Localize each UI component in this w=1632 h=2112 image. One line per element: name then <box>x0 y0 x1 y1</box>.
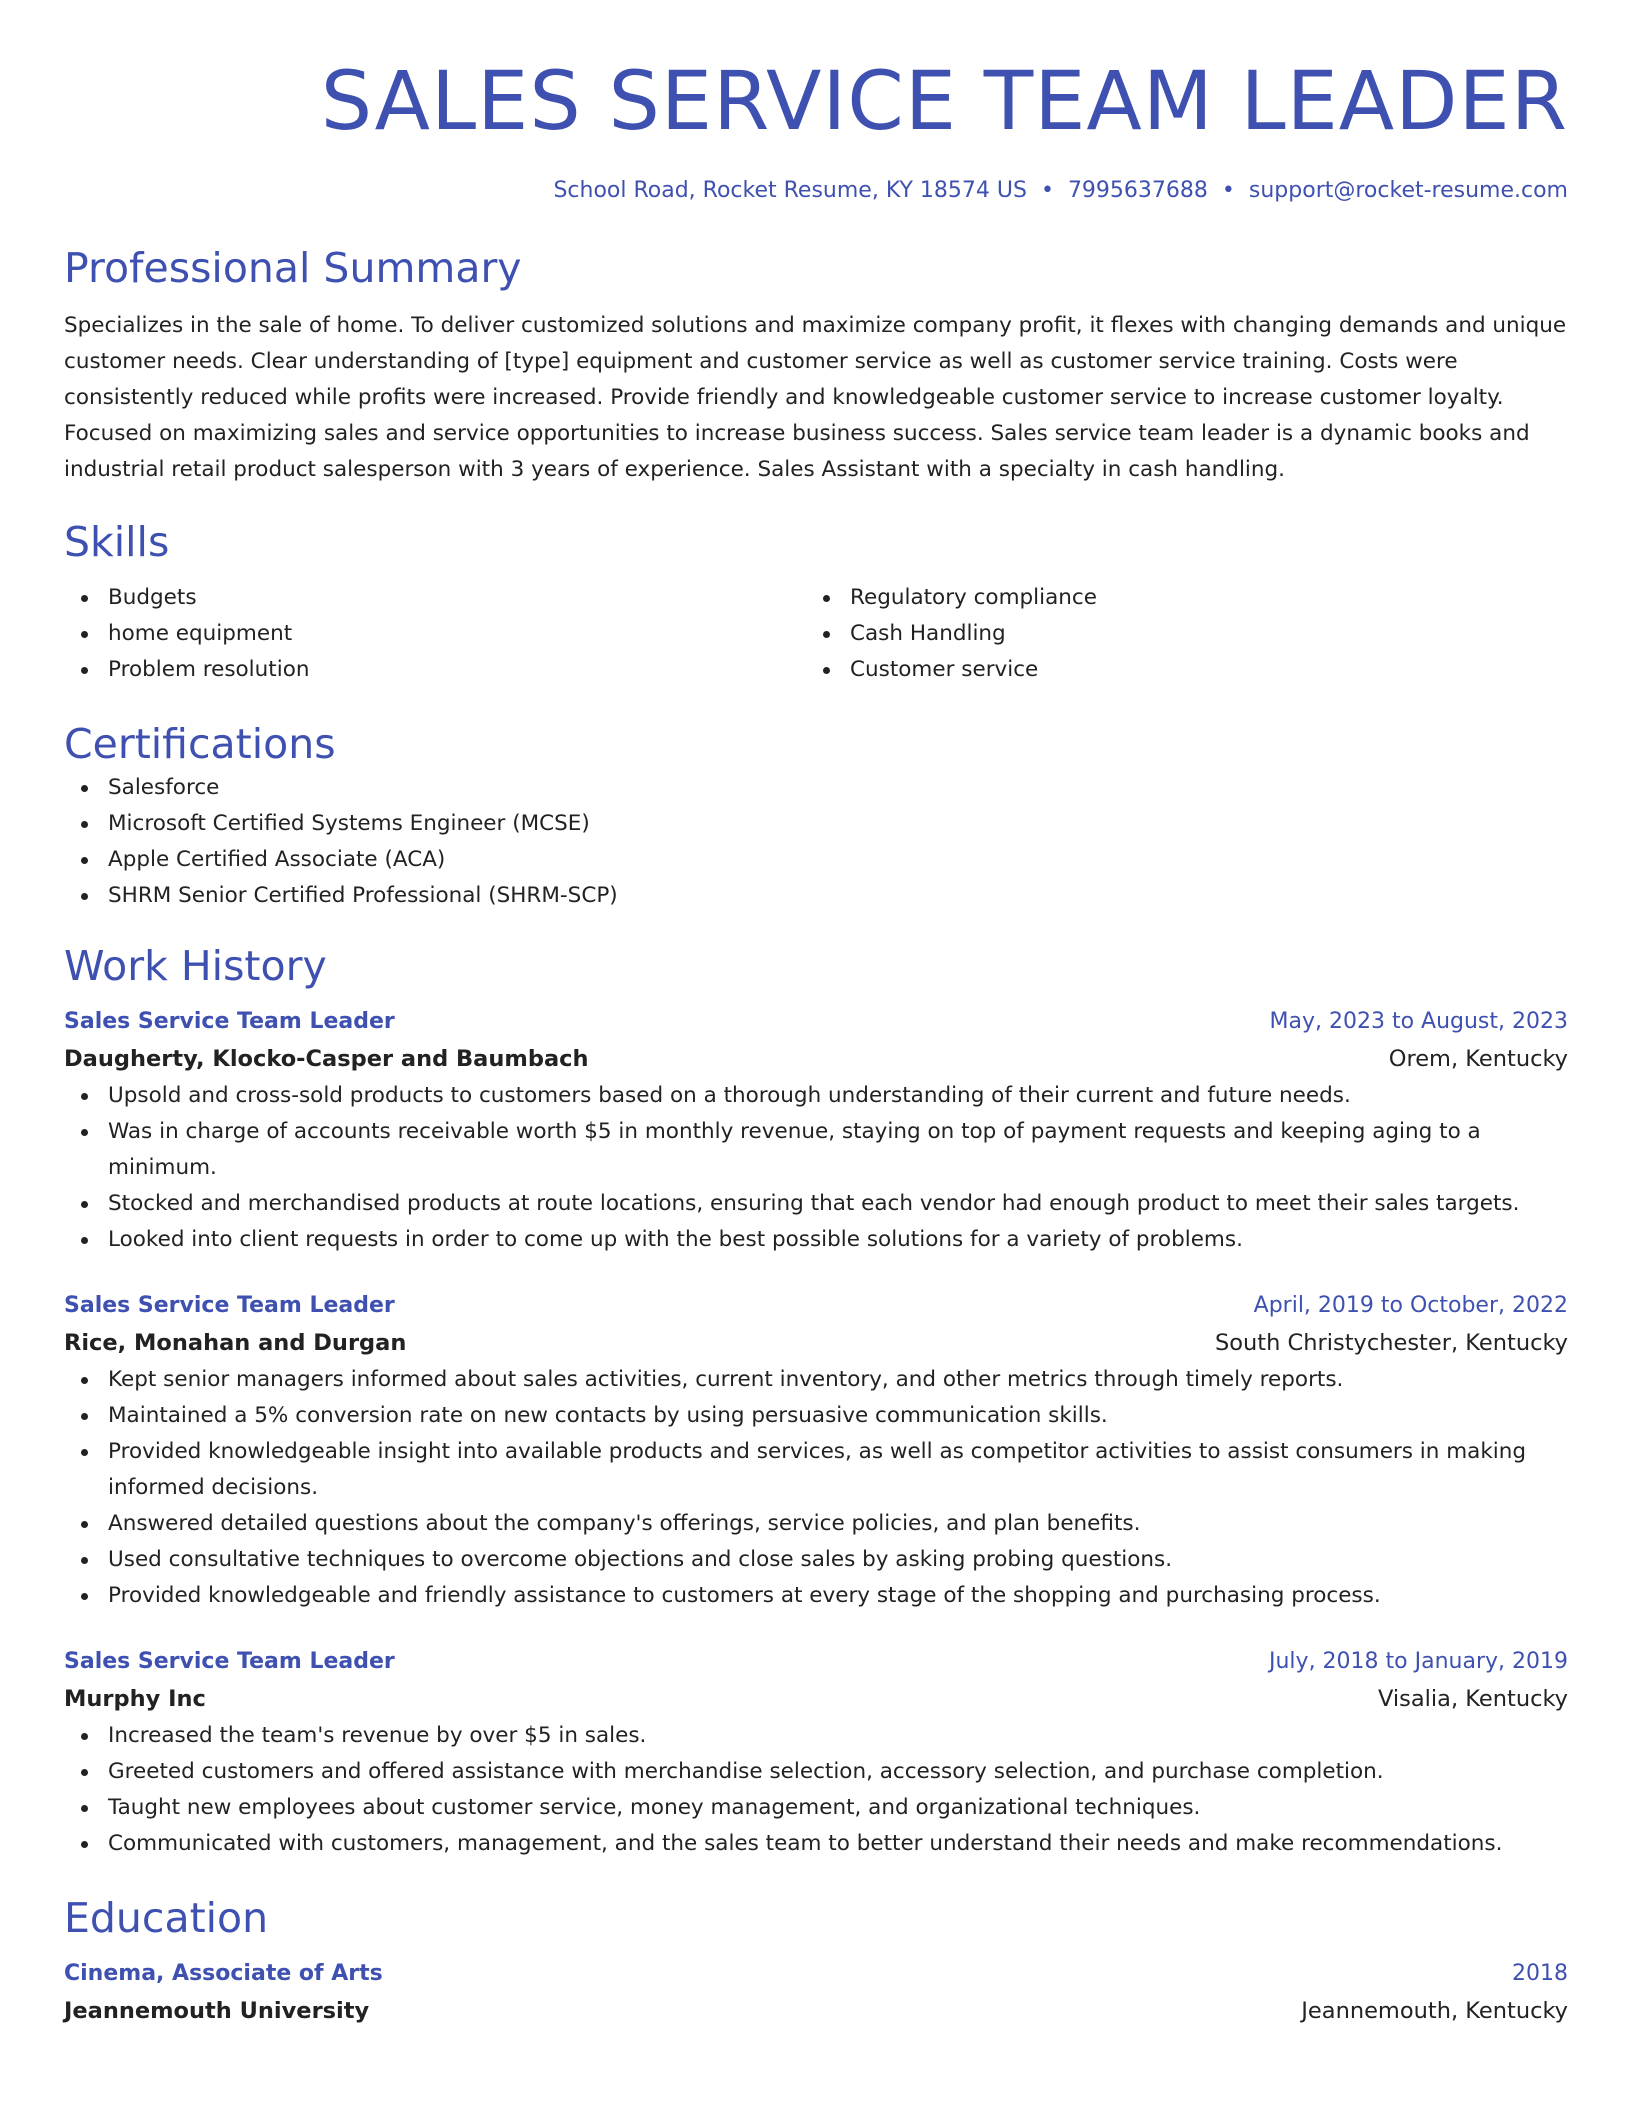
job-location: Orem, Kentucky <box>1388 1046 1568 1072</box>
job-duty: Greeted customers and offered assistance with merchandise selection, accessory selection, and purchase completion. <box>64 1754 1568 1790</box>
skill-item: Problem resolution <box>64 652 806 688</box>
job-duty: Kept senior managers informed about sales activities, current inventory, and other metrics through timely reports. <box>64 1362 1568 1398</box>
job-duty: Provided knowledgeable insight into available products and services, as well as competitor activities to assist consumers in making informed decisions. <box>64 1434 1568 1506</box>
education-degree-row <box>64 1956 1568 1992</box>
skill-item: Cash Handling <box>806 616 1548 652</box>
job-title: Sales Service Team Leader <box>64 1649 395 1674</box>
job-duty: Was in charge of accounts receivable worth $5 in monthly revenue, staying on top of payment requests and keeping aging to a minimum. <box>64 1114 1568 1186</box>
skill-item: home equipment <box>64 616 806 652</box>
certification-item: Salesforce <box>64 770 1568 806</box>
education-entry <box>64 1956 1568 2030</box>
job-title: Sales Service Team Leader <box>64 1293 395 1318</box>
job-duty: Answered detailed questions about the company's offerings, service policies, and plan benefits. <box>64 1506 1568 1542</box>
certification-item: Apple Certified Associate (ACA) <box>64 842 1568 878</box>
section-title-summary: Professional Summary <box>64 244 522 292</box>
job-location: Visalia, Kentucky <box>1378 1686 1568 1712</box>
job-company-row <box>64 1680 1568 1718</box>
job-location: South Christychester, Kentucky <box>1214 1330 1568 1356</box>
job-title: Sales Service Team Leader <box>64 1009 395 1034</box>
job-title-row <box>64 1288 1568 1324</box>
job-entry <box>64 1644 1568 1862</box>
certifications-list <box>64 770 1568 914</box>
job-dates: July, 2018 to January, 2019 <box>1269 1649 1568 1674</box>
contact-address: School Road, Rocket Resume, KY 18574 US <box>553 178 1027 203</box>
job-duties-list <box>64 1362 1568 1614</box>
section-title-skills: Skills <box>64 518 170 566</box>
job-company: Daugherty, Klocko-Casper and Baumbach <box>64 1046 589 1072</box>
candidate-name: SALES SERVICE TEAM LEADER <box>320 55 1568 149</box>
job-company-row <box>64 1324 1568 1362</box>
job-entry <box>64 1288 1568 1614</box>
education-year: 2018 <box>1512 1961 1568 1986</box>
job-duty: Used consultative techniques to overcome objections and close sales by asking probing questions. <box>64 1542 1568 1578</box>
skills-column-left <box>64 580 806 688</box>
job-duties-list <box>64 1078 1568 1258</box>
job-duty: Increased the team's revenue by over $5 in sales. <box>64 1718 1568 1754</box>
contact-phone: 7995637688 <box>1067 178 1208 203</box>
education-degree: Cinema, Associate of Arts <box>64 1961 383 1986</box>
job-dates: April, 2019 to October, 2022 <box>1253 1293 1568 1318</box>
contact-line <box>64 176 1568 206</box>
job-duty: Stocked and merchandised products at route locations, ensuring that each vendor had enough product to meet their sales targets. <box>64 1186 1568 1222</box>
section-title-work-history: Work History <box>64 942 327 990</box>
job-duty: Upsold and cross-sold products to customers based on a thorough understanding of their current and future needs. <box>64 1078 1568 1114</box>
job-title-row <box>64 1644 1568 1680</box>
job-company: Rice, Monahan and Durgan <box>64 1330 407 1356</box>
job-title-row <box>64 1004 1568 1040</box>
resume-header <box>64 0 1568 206</box>
contact-separator: • <box>1040 178 1054 203</box>
job-duty: Maintained a 5% conversion rate on new contacts by using persuasive communication skills. <box>64 1398 1568 1434</box>
job-dates: May, 2023 to August, 2023 <box>1269 1009 1568 1034</box>
job-duty: Communicated with customers, management, and the sales team to better understand their needs and make recommendations. <box>64 1826 1568 1862</box>
job-duties-list <box>64 1718 1568 1862</box>
job-duty: Provided knowledgeable and friendly assistance to customers at every stage of the shopping and purchasing process. <box>64 1578 1568 1614</box>
skills-grid <box>64 580 1568 688</box>
education-school-row <box>64 1992 1568 2030</box>
section-title-education: Education <box>64 1894 269 1942</box>
contact-email: support@rocket-resume.com <box>1248 178 1568 203</box>
education-location: Jeannemouth, Kentucky <box>1301 1998 1568 2024</box>
certification-item: Microsoft Certified Systems Engineer (MCSE) <box>64 806 1568 842</box>
skill-item: Customer service <box>806 652 1548 688</box>
contact-separator: • <box>1221 178 1235 203</box>
skill-item: Budgets <box>64 580 806 616</box>
job-duty: Looked into client requests in order to come up with the best possible solutions for a variety of problems. <box>64 1222 1568 1258</box>
resume-page <box>64 0 1568 2030</box>
skill-item: Regulatory compliance <box>806 580 1548 616</box>
section-title-certifications: Certifications <box>64 720 336 768</box>
job-entry <box>64 1004 1568 1258</box>
summary-text: Specializes in the sale of home. To deliver customized solutions and maximize company profit, it flexes with changing demands and unique customer needs. Clear understanding of [type] equipment and customer service as well as customer service training. Costs were consistently reduced while profits were increased. Provide friendly and knowledgeable customer service to increase customer loyalty. Focused on maximizing sales and service opportunities to increase business success. Sales service team leader is a dynamic books and industrial retail product salesperson with 3 years of experience. Sales Assistant with a specialty in cash handling. <box>64 313 1567 482</box>
job-company-row <box>64 1040 1568 1078</box>
job-duty: Taught new employees about customer service, money management, and organizational techniques. <box>64 1790 1568 1826</box>
job-company: Murphy Inc <box>64 1686 206 1712</box>
certification-item: SHRM Senior Certified Professional (SHRM-SCP) <box>64 878 1568 914</box>
education-school: Jeannemouth University <box>64 1998 370 2024</box>
skills-column-right <box>806 580 1548 688</box>
